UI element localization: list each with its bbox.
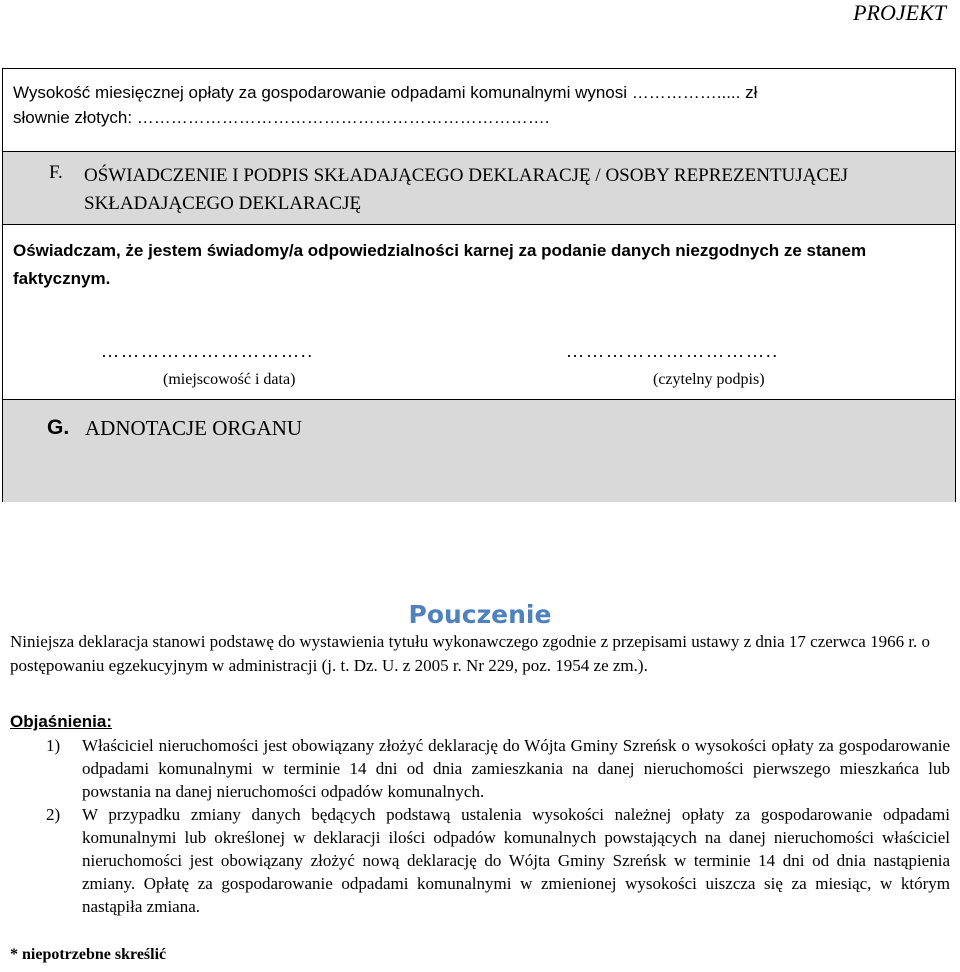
list-item-number: 2) xyxy=(46,805,61,824)
list-item xyxy=(10,734,950,803)
section-g-title: ADNOTACJE ORGANU xyxy=(85,416,303,440)
list-item xyxy=(10,803,950,918)
list-item-text: W przypadku zmiany danych będących podstawą ustalenia wysokości należnej opłaty za gospodarowanie odpadami komunalnymi lub określonej w deklaracji ilości odpadów komunalnych powstających na danej nieruchomości właściciel nieruchomości jest obowiązany złożyć nową deklarację do Wójta Gminy Szreńsk w terminie 14 dni od dnia nastąpienia zmiany. Opłatę za gospodarowanie odpadami komunalnymi w zmienionej wysokości uiszcza się za miesiąc, w którym nastąpiła zmiana. xyxy=(82,805,950,916)
pouczenie-text: Niniejsza deklaracja stanowi podstawę do wystawienia tytułu wykonawczego zgodnie z przepisami ustawy z dnia 17 czerwca 1966 r. o postępowaniu egzekucyjnym w administracji (j. t. Dz. U. z 2005 r. Nr 229, poz. 1954 ze zm.). xyxy=(10,632,931,675)
section-f-letter: F. xyxy=(49,162,63,183)
objasnienia-heading: Objaśnienia: xyxy=(10,712,113,731)
section-g-header xyxy=(3,399,955,502)
declaration-form-box xyxy=(2,68,956,502)
section-f-title: OŚWIADCZENIE I PODPIS SKŁADAJĄCEGO DEKLARACJĘ / OSOBY REPREZENTUJĄCEJ SKŁADAJĄCEGO DEKLARACJĘ xyxy=(84,165,849,214)
responsibility-statement: Oświadczam, że jestem świadomy/a odpowiedzialności karnej za podanie danych niezgodnych ze stanem faktycznym. xyxy=(13,241,867,288)
place-date-field[interactable]: ………………………….. xyxy=(101,341,314,361)
footnote: * niepotrzebne skreślić xyxy=(10,946,167,963)
place-date-caption: (miejscowość i data) xyxy=(163,371,296,388)
pouczenie-heading: Pouczenie xyxy=(408,600,552,629)
signature-caption: (czytelny podpis) xyxy=(653,371,765,388)
section-g-letter: G. xyxy=(47,416,70,439)
list-item-number: 1) xyxy=(46,736,61,755)
fee-in-words-line: słownie złotych: ………………………………………………………………. xyxy=(13,108,550,127)
list-item-text: Właściciel nieruchomości jest obowiązany złożyć deklarację do Wójta Gminy Szreńsk o wysokości opłaty za gospodarowanie odpadami komunalnymi w terminie 14 dni od dnia zamieszkania na danej nieruchomości pierwszego mieszkańca lub powstania na danej nieruchomości odpadów komunalnych. xyxy=(82,736,950,801)
signature-field[interactable]: ………………………….. xyxy=(566,341,779,361)
projekt-label: PROJEKT xyxy=(853,0,946,25)
monthly-fee-line: Wysokość miesięcznej opłaty za gospodarowanie odpadami komunalnymi wynosi ……………..... zł xyxy=(13,83,758,102)
section-f-header xyxy=(3,151,955,225)
